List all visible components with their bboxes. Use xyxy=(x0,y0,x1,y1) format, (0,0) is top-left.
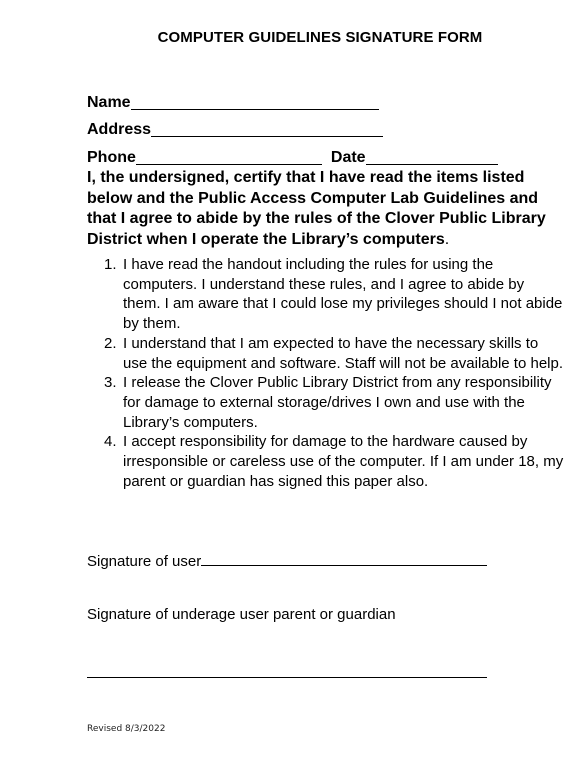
certification-text: I, the undersigned, certify that I have read the items listed below and the Public Access Computer Lab Guidelines and that I agree to abide by the rules of the Clover Public Library District when I operate the Library’s computers xyxy=(87,169,546,248)
rule-number: 3. xyxy=(104,374,117,392)
rule-text: I release the Clover Public Library District from any responsibility for damage to external storage/drives I own and use with the Library’s computers. xyxy=(123,374,552,431)
user-signature-label: Signature of user xyxy=(87,553,202,570)
rule-text: I have read the handout including the rules for using the computers. I understand these rules, and I agree to abide by them. I am aware that I could lose my privileges should I not abide by them. xyxy=(123,256,563,333)
contact-fields xyxy=(87,85,498,168)
date-label: Date xyxy=(330,148,366,166)
name-label: Name xyxy=(87,93,131,111)
rule-text: I understand that I am expected to have the necessary skills to use the equipment and software. Staff will not be available to help. xyxy=(123,334,564,372)
guardian-signature-label: Signature of underage user parent or guardian xyxy=(87,606,396,623)
rule-item xyxy=(104,334,564,373)
address-row xyxy=(87,113,498,141)
rule-number: 1. xyxy=(104,256,117,273)
certification-period: . xyxy=(444,230,450,248)
rule-item xyxy=(104,373,564,432)
guardian-signature-field[interactable] xyxy=(87,677,487,678)
rule-item xyxy=(104,432,564,491)
phone-label: Phone xyxy=(87,148,136,166)
date-field[interactable] xyxy=(366,148,498,165)
revision-date: Revised 8/3/2022 xyxy=(87,724,166,734)
phone-date-row xyxy=(87,140,498,168)
name-row xyxy=(87,85,498,113)
address-field[interactable] xyxy=(151,120,383,137)
user-signature-row xyxy=(87,551,487,570)
user-signature-field[interactable] xyxy=(201,551,487,566)
rule-text: I accept responsibility for damage to the hardware caused by irresponsible or careless use of the computer. If I am under 18, my parent or guardian has signed this paper also. xyxy=(123,433,564,490)
form-title: COMPUTER GUIDELINES SIGNATURE FORM xyxy=(157,29,483,46)
rule-number: 2. xyxy=(104,334,117,352)
name-field[interactable] xyxy=(131,93,379,110)
address-label: Address xyxy=(87,121,152,138)
rule-item xyxy=(104,255,564,334)
certification-statement xyxy=(87,168,557,250)
rule-number: 4. xyxy=(104,433,117,451)
rules-list xyxy=(104,255,564,491)
phone-field[interactable] xyxy=(136,148,322,165)
